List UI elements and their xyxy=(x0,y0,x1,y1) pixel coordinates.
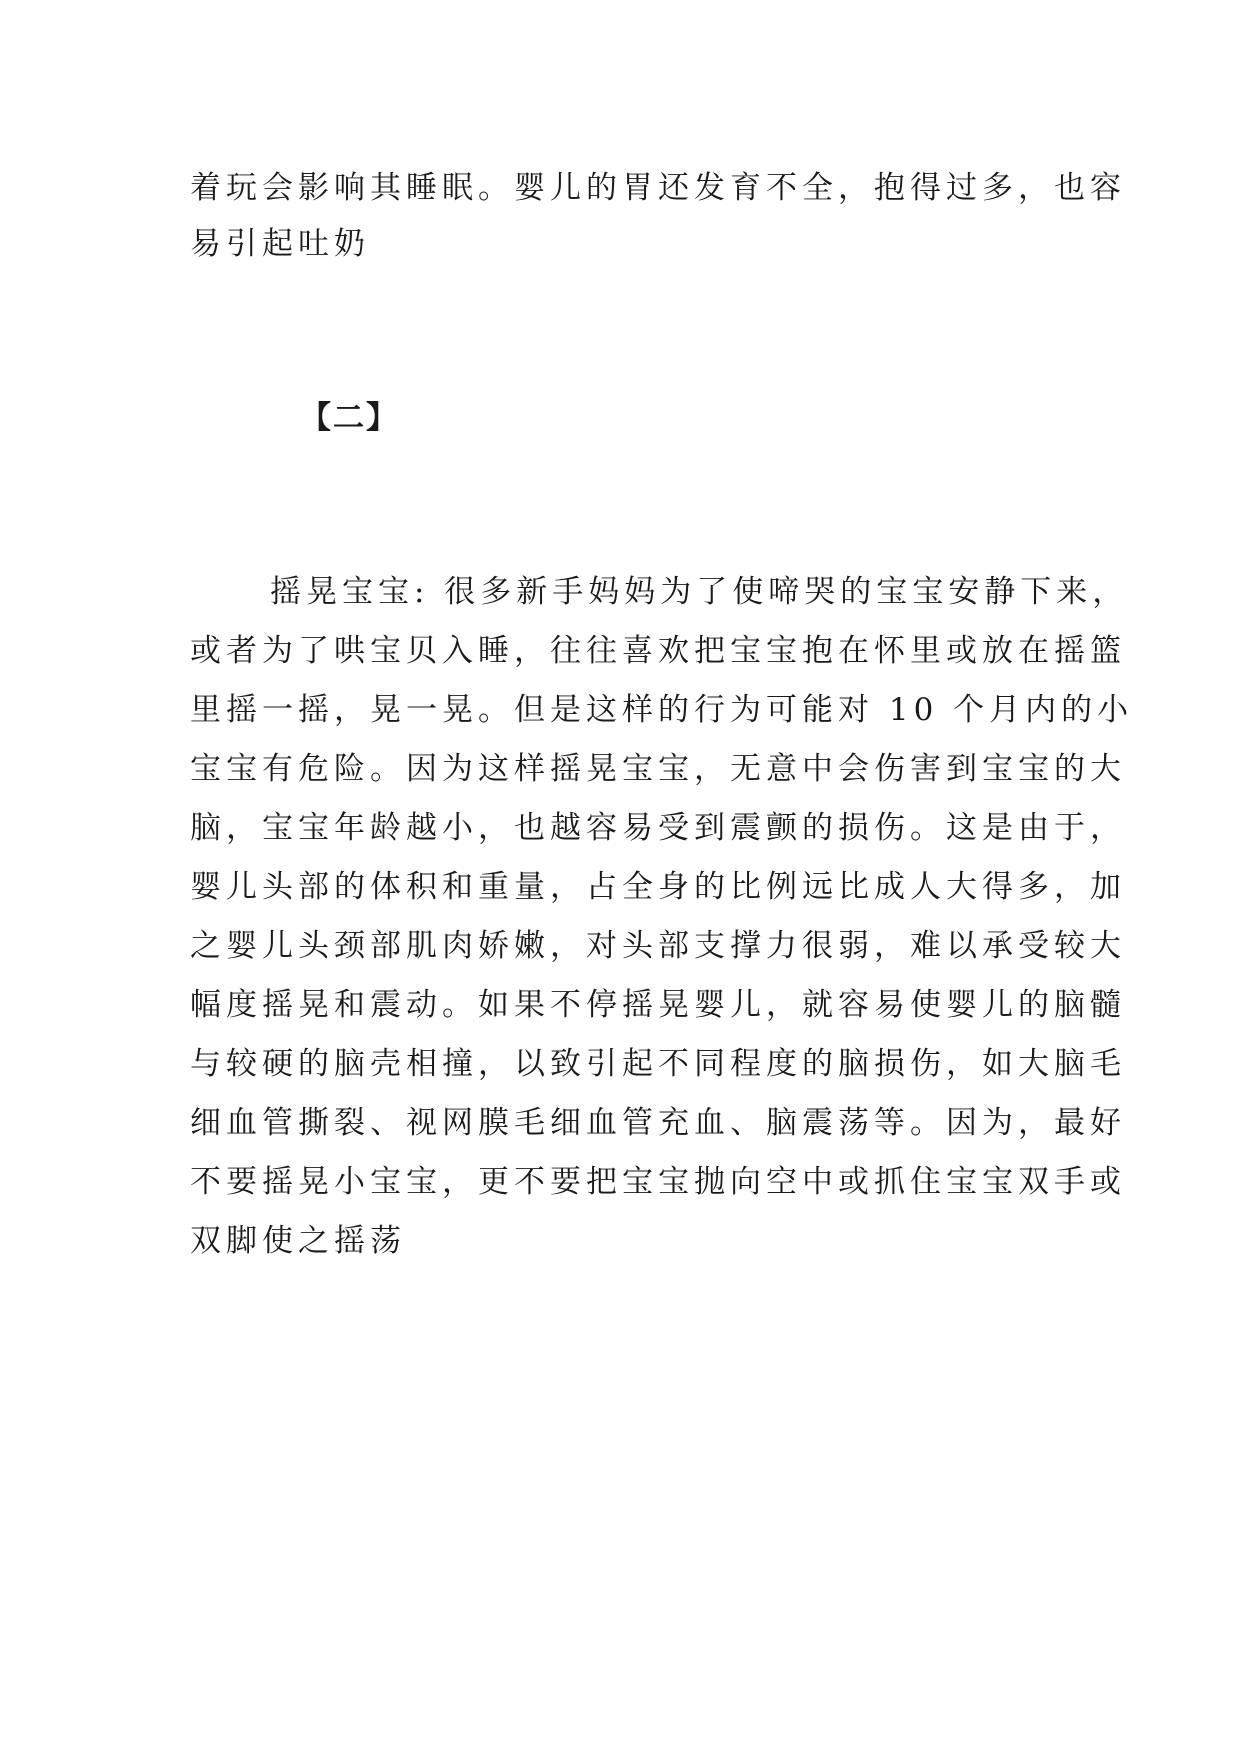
paragraph-line: 宝宝有危险。因为这样摇晃宝宝，无意中会伤害到宝宝的大 xyxy=(190,751,1126,787)
paragraph-line: 里摇一摇，晃一晃。但是这样的行为可能对 10 个月内的小 xyxy=(190,692,1134,728)
paragraph-line: 不要摇晃小宝宝，更不要把宝宝抛向空中或抓住宝宝双手或 xyxy=(190,1164,1126,1200)
paragraph-line: 脑，宝宝年龄越小，也越容易受到震颤的损伤。这是由于， xyxy=(190,810,1126,846)
continued-paragraph xyxy=(190,160,1126,272)
paragraph-line: 幅度摇晃和震动。如果不停摇晃婴儿，就容易使婴儿的脑髓 xyxy=(190,987,1126,1023)
paragraph-line: 着玩会影响其睡眠。婴儿的胃还发育不全，抱得过多，也容 xyxy=(190,170,1126,206)
paragraph-line: 婴儿头部的体积和重量，占全身的比例远比成人大得多，加 xyxy=(190,869,1126,905)
section-heading: 【二】 xyxy=(300,400,399,436)
paragraph-line: 细血管撕裂、视网膜毛细血管充血、脑震荡等。因为，最好 xyxy=(190,1105,1126,1141)
paragraph-line: 与较硬的脑壳相撞，以致引起不同程度的脑损伤，如大脑毛 xyxy=(190,1046,1126,1082)
paragraph-line: 或者为了哄宝贝入睡，往往喜欢把宝宝抱在怀里或放在摇篮 xyxy=(190,633,1126,669)
paragraph-line: 双脚使之摇荡 xyxy=(190,1223,406,1259)
paragraph-line: 摇晃宝宝: 很多新手妈妈为了使啼哭的宝宝安静下来， xyxy=(270,574,1129,610)
main-paragraph xyxy=(190,563,1134,1271)
paragraph-line: 之婴儿头颈部肌肉娇嫩，对头部支撑力很弱，难以承受较大 xyxy=(190,928,1126,964)
paragraph-line: 易引起吐奶 xyxy=(190,226,370,262)
